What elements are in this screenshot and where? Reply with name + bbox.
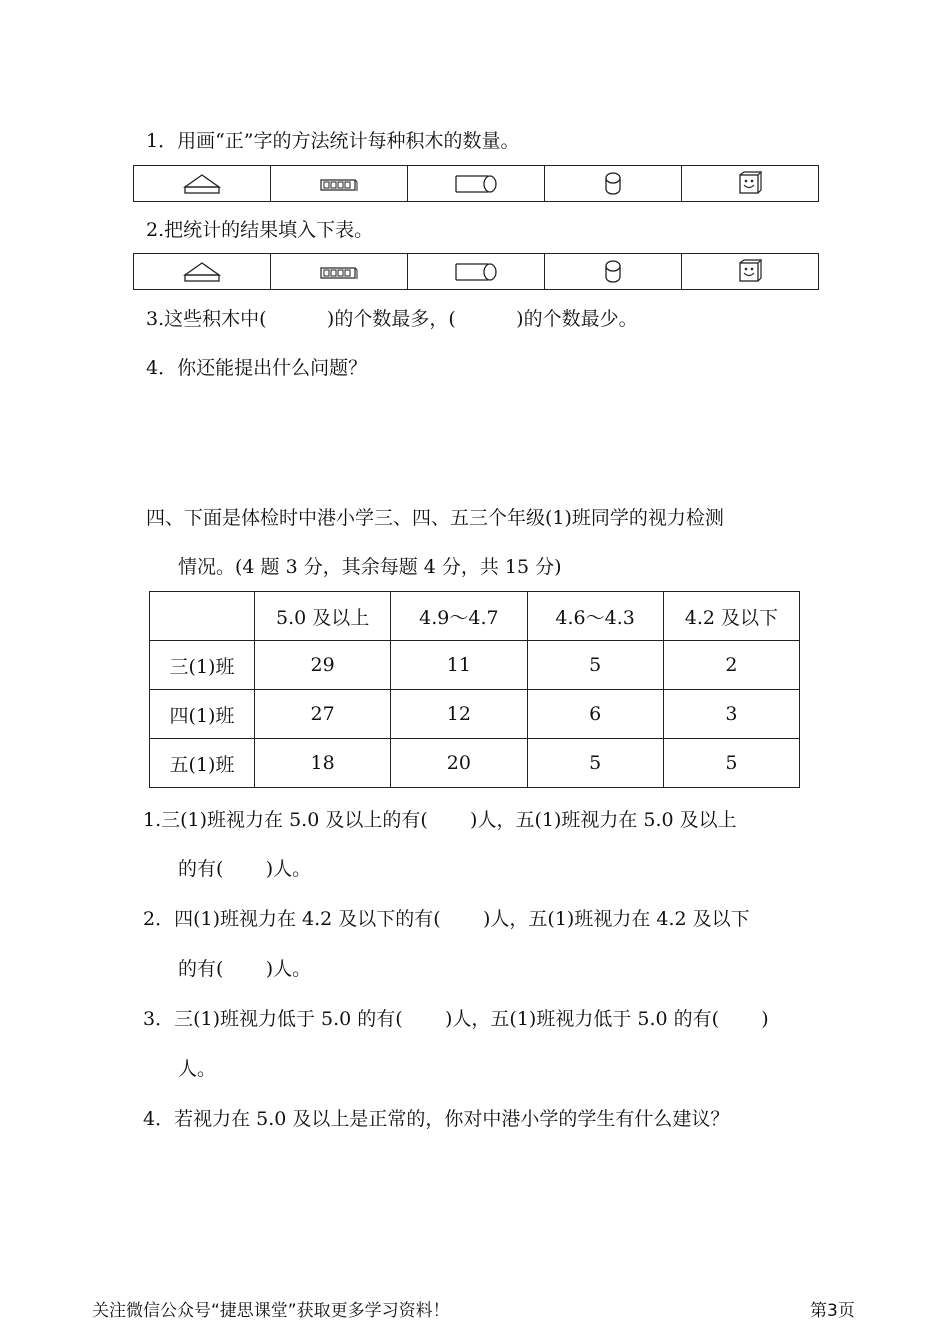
triangle-block-icon (182, 261, 222, 283)
blocks-table-2 (133, 253, 819, 290)
page-number: 第3页 (810, 1301, 855, 1321)
bar-block-icon (320, 178, 358, 192)
small-cylinder-block-icon (602, 171, 624, 197)
header-cell: 4.2 及以下 (663, 592, 799, 641)
table-row (150, 739, 800, 788)
bar-block-icon (320, 266, 358, 280)
header-cell (150, 592, 255, 641)
header-cell: 4.9～4.7 (391, 592, 527, 641)
table-cell: 6 (527, 690, 663, 739)
cell-bar (271, 254, 408, 290)
p4-q4-text: 4．若视力在 5.0 及以上是正常的，你对中港小学的学生有什么建议？ (143, 1108, 730, 1130)
face-cube-block-icon (737, 171, 763, 197)
vision-table (149, 591, 800, 788)
table-cell: 20 (391, 739, 527, 788)
part4-heading-line1: 四、下面是体检时中港小学三、四、五三个年级(1)班同学的视力检测 (146, 507, 724, 529)
header-cell: 4.6～4.3 (527, 592, 663, 641)
table-header-row (150, 592, 800, 641)
q3-text: 3.这些积木中( )的个数最多，( )的个数最少。 (146, 308, 638, 330)
table-cell: 11 (391, 641, 527, 690)
p4-q2-line1: 2．四(1)班视力在 4.2 及以下的有( )人，五(1)班视力在 4.2 及以下 (143, 908, 750, 930)
cell-triangle (134, 254, 271, 290)
table-cell: 3 (663, 690, 799, 739)
table-cell: 5 (527, 641, 663, 690)
table-cell: 12 (391, 690, 527, 739)
table-cell: 5 (527, 739, 663, 788)
header-cell: 5.0 及以上 (255, 592, 391, 641)
cell-face-cube (682, 254, 819, 290)
cell-small-cylinder (545, 254, 682, 290)
q2-text: 2.把统计的结果填入下表。 (146, 219, 374, 241)
cell-small-cylinder (545, 166, 682, 202)
part4-heading-line2: 情况。(4 题 3 分，其余每题 4 分，共 15 分) (178, 556, 562, 578)
table-row (150, 641, 800, 690)
q1-text: 1．用画“正”字的方法统计每种积木的数量。 (146, 130, 520, 152)
table-row (150, 690, 800, 739)
table-cell: 2 (663, 641, 799, 690)
triangle-block-icon (182, 173, 222, 195)
table-cell: 18 (255, 739, 391, 788)
cell-face-cube (682, 166, 819, 202)
p4-q3-line1: 3．三(1)班视力低于 5.0 的有( )人，五(1)班视力低于 5.0 的有( ) (143, 1008, 769, 1030)
row-label: 四(1)班 (150, 690, 255, 739)
table-cell: 29 (255, 641, 391, 690)
cell-bar (271, 166, 408, 202)
table-cell: 27 (255, 690, 391, 739)
cell-triangle (134, 166, 271, 202)
row-label: 五(1)班 (150, 739, 255, 788)
p4-q1-line1: 1.三(1)班视力在 5.0 及以上的有( )人，五(1)班视力在 5.0 及以上 (143, 809, 737, 831)
q4-text: 4．你还能提出什么问题？ (146, 357, 368, 379)
p4-q1-line2: 的有( )人。 (178, 858, 312, 880)
small-cylinder-block-icon (602, 259, 624, 285)
blocks-table-1 (133, 165, 819, 202)
p4-q3-line2: 人。 (178, 1058, 217, 1080)
table-cell: 5 (663, 739, 799, 788)
face-cube-block-icon (737, 259, 763, 285)
p4-q2-line2: 的有( )人。 (178, 958, 312, 980)
cylinder-block-icon (452, 172, 500, 196)
cell-cylinder (408, 166, 545, 202)
cell-cylinder (408, 254, 545, 290)
cylinder-block-icon (452, 260, 500, 284)
footer-promo: 关注微信公众号“捷思课堂”获取更多学习资料！ (92, 1301, 450, 1321)
row-label: 三(1)班 (150, 641, 255, 690)
